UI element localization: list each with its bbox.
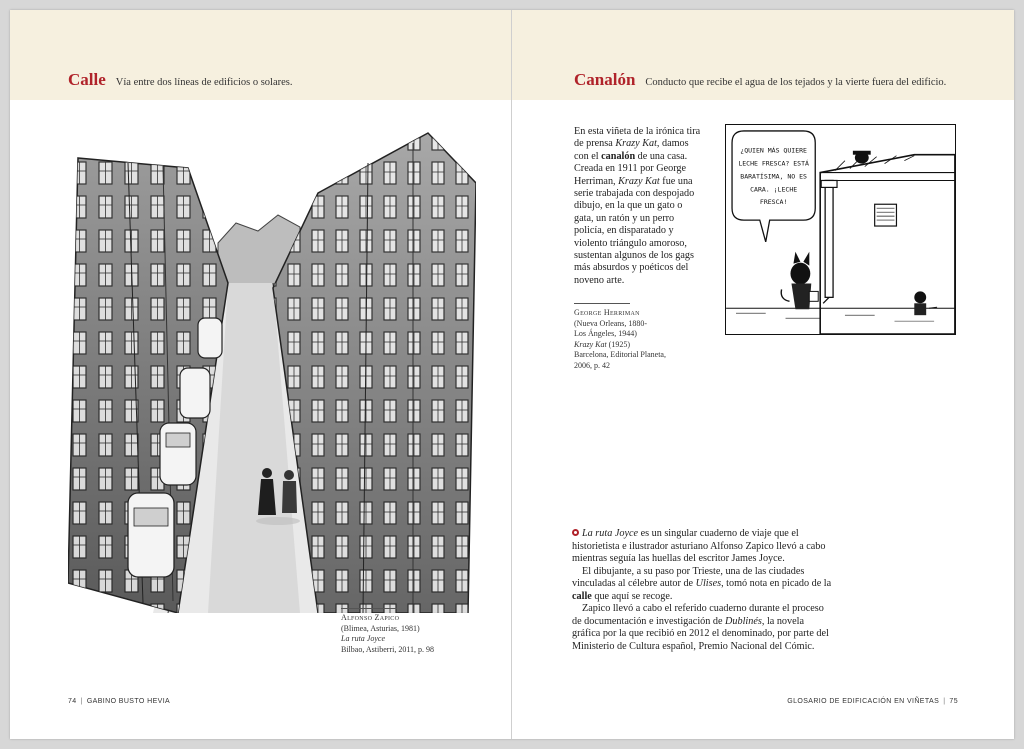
book-spread bbox=[10, 10, 1014, 739]
credit-author: George Herriman bbox=[574, 308, 640, 317]
balloon-text-line: CARA. ¡LECHE bbox=[750, 185, 798, 194]
credit-work: La ruta Joyce bbox=[341, 634, 385, 643]
intro-text: En esta viñeta de la irónica tira de prensa bbox=[574, 126, 701, 150]
essay-text-run: que aquí se recoge. bbox=[591, 590, 673, 602]
credit-publication: Barcelona, Editorial Planeta, bbox=[574, 350, 666, 359]
balloon-text-line: BARATÍSIMA, NO ES bbox=[740, 172, 807, 181]
folio-right: GLOSARIO DE EDIFICACIÓN EN VIÑETAS | 75 bbox=[787, 698, 958, 705]
essay-italic: Ulises bbox=[695, 578, 722, 589]
credit-origin: (Blimea, Asturias, 1981) bbox=[341, 623, 420, 633]
page-number: 75 bbox=[949, 698, 958, 705]
entry-heading bbox=[574, 70, 946, 90]
entry-term: Calle bbox=[68, 70, 106, 89]
credit-work: Krazy Kat bbox=[574, 339, 607, 349]
left-page bbox=[10, 10, 512, 739]
intro-italic: Krazy Kat bbox=[615, 138, 657, 150]
street-illustration bbox=[68, 123, 476, 613]
intro-italic: Krazy Kat bbox=[618, 175, 660, 187]
essay-text-run: , la novela gráfica por la que recibió en 2012 el denominado, por parte del Ministerio de Cultura español, Premio Nacional del Cómic. bbox=[572, 615, 829, 652]
credit-origin: (Nueva Orleans, 1880- bbox=[574, 318, 648, 328]
credit-publication: Bilbao, Astiberri, 2011, p. 98 bbox=[341, 644, 435, 654]
balloon-text-line: ¿QUIEN MÁS QUIERE bbox=[740, 146, 807, 155]
right-page bbox=[512, 10, 1014, 739]
essay-italic: Dublinés bbox=[725, 615, 762, 627]
illustration-credit bbox=[341, 608, 434, 655]
entry-term: Canalón bbox=[574, 70, 636, 89]
entry-heading bbox=[68, 70, 292, 90]
essay-text-run: Zapico llevó a cabo el referido cuaderno durante el proceso de documentación e investigación de bbox=[572, 603, 824, 627]
entry-definition: Conducto que recibe el agua de los tejados y la vierte fuera del edificio. bbox=[645, 77, 947, 88]
balloon-text-line: LECHE FRESCA? ESTÁ bbox=[738, 159, 809, 168]
essay-paragraph bbox=[572, 603, 832, 653]
essay-paragraph bbox=[572, 528, 832, 566]
essay-paragraph bbox=[572, 566, 832, 604]
essay-text-run: El dibujante, a su paso por Trieste, una de las ciudades vinculadas al célebre autor de bbox=[572, 565, 805, 589]
essay-italic: La ruta Joyce bbox=[582, 528, 639, 539]
intro-bold-term: canalón bbox=[601, 150, 636, 162]
intro-text: de una casa. Creada en 1911 por George Herriman, bbox=[574, 150, 688, 187]
comic-intro-text bbox=[574, 126, 704, 287]
running-head: GABINO BUSTO HEVIA bbox=[86, 698, 171, 705]
folio-left: 74 | GABINO BUSTO HEVIA bbox=[68, 698, 171, 705]
krazy-kat-comic-panel bbox=[725, 124, 956, 335]
running-head: GLOSARIO DE EDIFICACIÓN EN VIÑETAS bbox=[787, 698, 940, 705]
bullet-icon bbox=[572, 529, 579, 536]
intro-text: fue una serie trabajada con despojado dibujo, en la que un gato o gata, un ratón y un perro policía, en disparatado y violento triángulo amoroso, sustentan algunos de los gags más absurdos y poéticos del noveno arte. bbox=[574, 175, 695, 286]
comic-credit bbox=[574, 303, 666, 371]
essay-text-run: es un singular cuaderno de viaje que el historietista e ilustrador asturiano Alfonso Zapico llevó a cabo mientras seguía las huellas del escritor James Joyce. bbox=[572, 528, 826, 564]
intro-paragraph bbox=[574, 126, 704, 287]
essay-text bbox=[572, 528, 832, 653]
essay-bold-term: calle bbox=[572, 590, 592, 602]
credit-work-year: (1925) bbox=[606, 339, 630, 349]
credit-rule bbox=[341, 608, 397, 609]
intro-text: , damos con el bbox=[574, 138, 689, 162]
essay-text-run: , tomó nota en picado de la bbox=[721, 578, 832, 589]
balloon-text-line: FRESCA! bbox=[759, 198, 788, 207]
credit-author: Alfonso Zapico bbox=[341, 613, 400, 622]
page-number: 74 bbox=[68, 698, 77, 705]
credit-publication-2: 2006, p. 42 bbox=[574, 360, 610, 370]
entry-definition: Vía entre dos líneas de edificios o solares. bbox=[115, 77, 293, 88]
credit-origin-2: Los Ángeles, 1944) bbox=[574, 329, 637, 338]
credit-rule bbox=[574, 303, 630, 304]
